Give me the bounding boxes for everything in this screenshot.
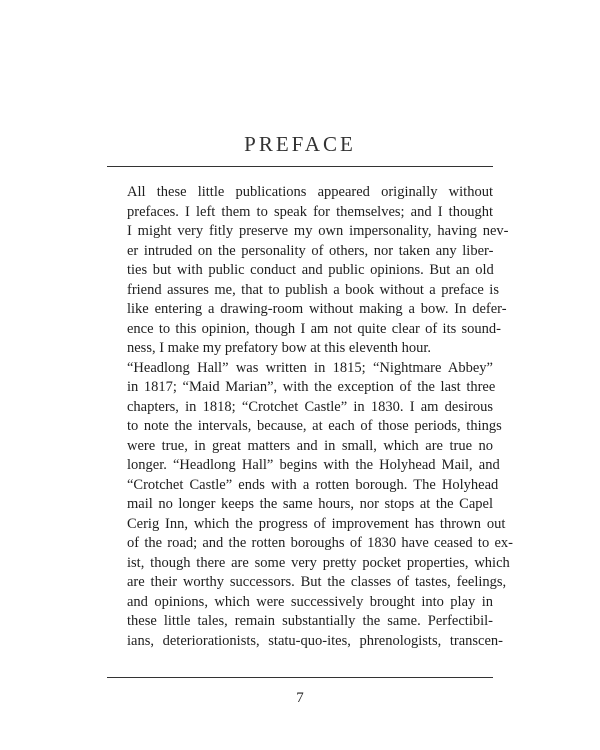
text-line: All these little publications appeared originally without [127,184,493,200]
heading-rule [107,166,493,167]
text-line: longer. “Headlong Hall” begins with the Holyhead Mail, and [127,457,500,473]
page-number: 7 [296,690,304,706]
text-line: ties but with public conduct and public opinions. But an old [127,262,494,278]
text-line: “Crotchet Castle” ends with a rotten borough. The Holyhead [127,476,499,493]
text-line: Cerig Inn, which the progress of improvement has thrown out [127,515,506,532]
text-line: in 1817; “Maid Marian”, with the exception of the last three [127,379,496,395]
text-line: and opinions, which were successively brought into play in [127,593,493,610]
text-line: these little tales, remain substantially the same. Perfectibil- [127,613,493,629]
text-line: ist, though there are some very pretty pocket properties, which [127,554,510,571]
body-text [107,183,513,651]
paragraph-2 [107,359,513,652]
text-line: mail no longer keeps the same hours, nor stops at the Capel [127,496,493,512]
text-line: “Headlong Hall” was written in 1815; “Nightmare Abbey” [127,359,493,376]
chapter-heading: PREFACE [244,132,356,156]
text-line: ence to this opinion, though I am not quite clear of its sound- [127,320,502,337]
footer-rule [107,677,493,678]
text-line: ness, I make my prefatory bow at this eleventh hour. [127,340,432,356]
text-line: like entering a drawing-room without making a bow. In defer- [127,301,507,317]
text-line: chapters, in 1818; “Crotchet Castle” in 1830. I am desirous [127,398,493,415]
paragraph-1 [107,183,509,359]
text-line: friend assures me, that to publish a book without a preface is [127,281,499,298]
text-line: are their worthy successors. But the classes of tastes, feelings, [127,574,507,590]
text-line: I might very fitly preserve my own impersonality, having nev- [127,223,509,239]
text-line: of the road; and the rotten boroughs of 1830 have ceased to ex- [127,535,513,551]
text-line: er intruded on the personality of others, nor taken any liber- [127,242,494,259]
text-line: ians, deteriorationists, statu-quo-ites, phrenologists, transcen- [127,632,503,649]
text-line: prefaces. I left them to speak for themselves; and I thought [127,203,493,220]
text-line: to note the intervals, because, at each of those periods, things [127,418,502,434]
text-line: were true, in great matters and in small, which are true no [127,437,493,454]
